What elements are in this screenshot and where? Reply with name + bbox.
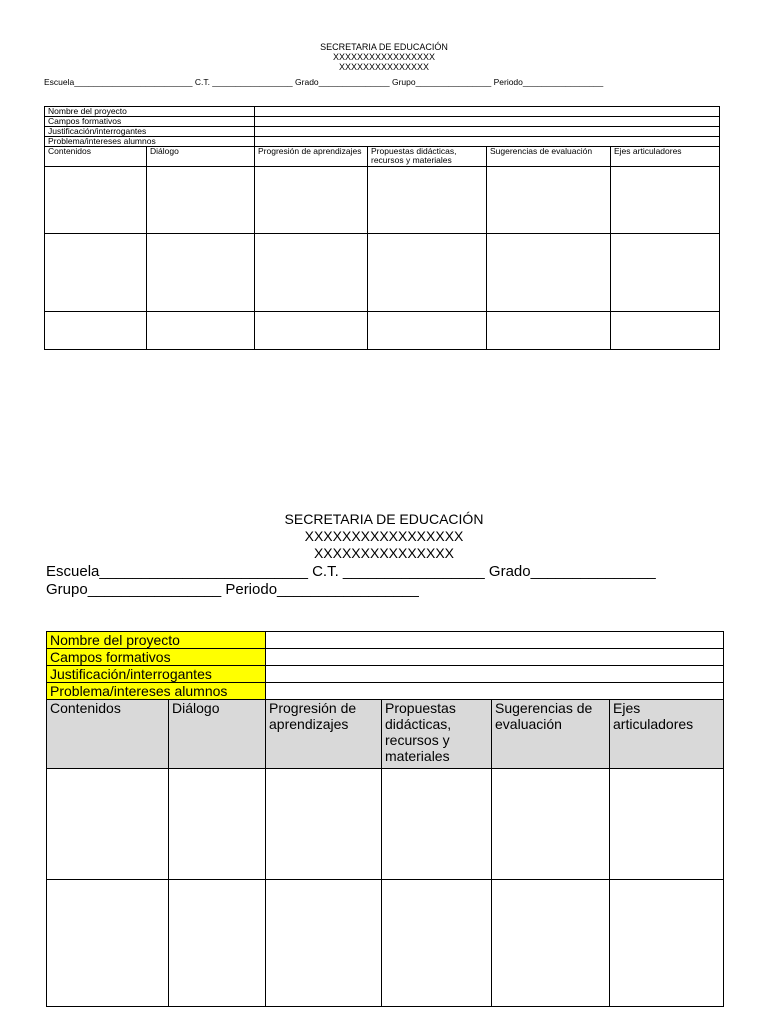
info-value-cell bbox=[266, 649, 724, 666]
info-label: Problema/intereses alumnos bbox=[47, 683, 266, 700]
column-header: Diálogo bbox=[147, 147, 255, 167]
column-header: Progresión de aprendizajes bbox=[255, 147, 368, 167]
grado-field: Grado_______________ bbox=[295, 77, 390, 87]
info-label: Nombre del proyecto bbox=[47, 632, 266, 649]
periodo-field: Periodo_________________ bbox=[225, 581, 419, 598]
info-value-cell bbox=[266, 683, 724, 700]
planning-table bbox=[44, 106, 720, 350]
secretaria-title: SECRETARIA DE EDUCACIÓN bbox=[284, 511, 484, 527]
info-value-cell bbox=[266, 632, 724, 649]
column-header: Propuestas didácticas, recursos y materiales bbox=[368, 147, 487, 167]
secretaria-title: SECRETARIA DE EDUCACIÓN bbox=[320, 42, 448, 52]
code-line-2: XXXXXXXXXXXXXXX bbox=[313, 544, 455, 561]
info-label: Campos formativos bbox=[45, 117, 255, 127]
code-line-2: XXXXXXXXXXXXXXX bbox=[338, 61, 430, 72]
grupo-field: Grupo________________ bbox=[46, 581, 222, 598]
info-label: Justificación/interrogantes bbox=[45, 127, 255, 137]
escuela-field: Escuela_________________________ bbox=[44, 77, 193, 87]
info-label: Nombre del proyecto bbox=[45, 107, 255, 117]
document-header bbox=[0, 511, 768, 561]
escuela-field: Escuela_________________________ bbox=[46, 563, 308, 580]
info-value-cell bbox=[255, 117, 720, 127]
column-header: Sugerencias de evaluación bbox=[487, 147, 611, 167]
document-header bbox=[0, 43, 768, 73]
info-label: Campos formativos bbox=[47, 649, 266, 666]
info-value-cell bbox=[255, 127, 720, 137]
info-label: Justificación/interrogantes bbox=[47, 666, 266, 683]
column-header: Ejes articuladores bbox=[611, 147, 720, 167]
group-info-line bbox=[46, 581, 419, 598]
column-header: Progresión de aprendizajes bbox=[266, 700, 382, 769]
column-header: Contenidos bbox=[45, 147, 147, 167]
table-row bbox=[45, 167, 720, 234]
column-header: Sugerencias de evaluación bbox=[492, 700, 610, 769]
info-label: Problema/intereses alumnos bbox=[45, 137, 255, 147]
school-info-line bbox=[46, 563, 656, 580]
column-header: Contenidos bbox=[47, 700, 169, 769]
periodo-field: Periodo_________________ bbox=[493, 77, 604, 87]
grado-field: Grado_______________ bbox=[488, 563, 656, 580]
school-info-line bbox=[44, 77, 603, 87]
info-value-cell bbox=[255, 107, 720, 117]
grupo-field: Grupo________________ bbox=[391, 77, 492, 87]
info-value-cell bbox=[266, 666, 724, 683]
table-row bbox=[45, 312, 720, 350]
column-header: Propuestas didácticas, recursos y materiales bbox=[382, 700, 492, 769]
table-row bbox=[45, 234, 720, 312]
ct-field: C.T. _________________ bbox=[194, 77, 293, 87]
planning-table bbox=[46, 631, 724, 1007]
table-row bbox=[47, 769, 724, 880]
column-header: Diálogo bbox=[169, 700, 266, 769]
ct-field: C.T. _________________ bbox=[312, 563, 485, 580]
info-value-cell bbox=[255, 137, 720, 147]
column-header: Ejes articuladores bbox=[610, 700, 724, 769]
code-line-1: XXXXXXXXXXXXXXXXX bbox=[332, 51, 436, 62]
code-line-1: XXXXXXXXXXXXXXXXX bbox=[304, 527, 464, 544]
table-row bbox=[47, 880, 724, 1007]
